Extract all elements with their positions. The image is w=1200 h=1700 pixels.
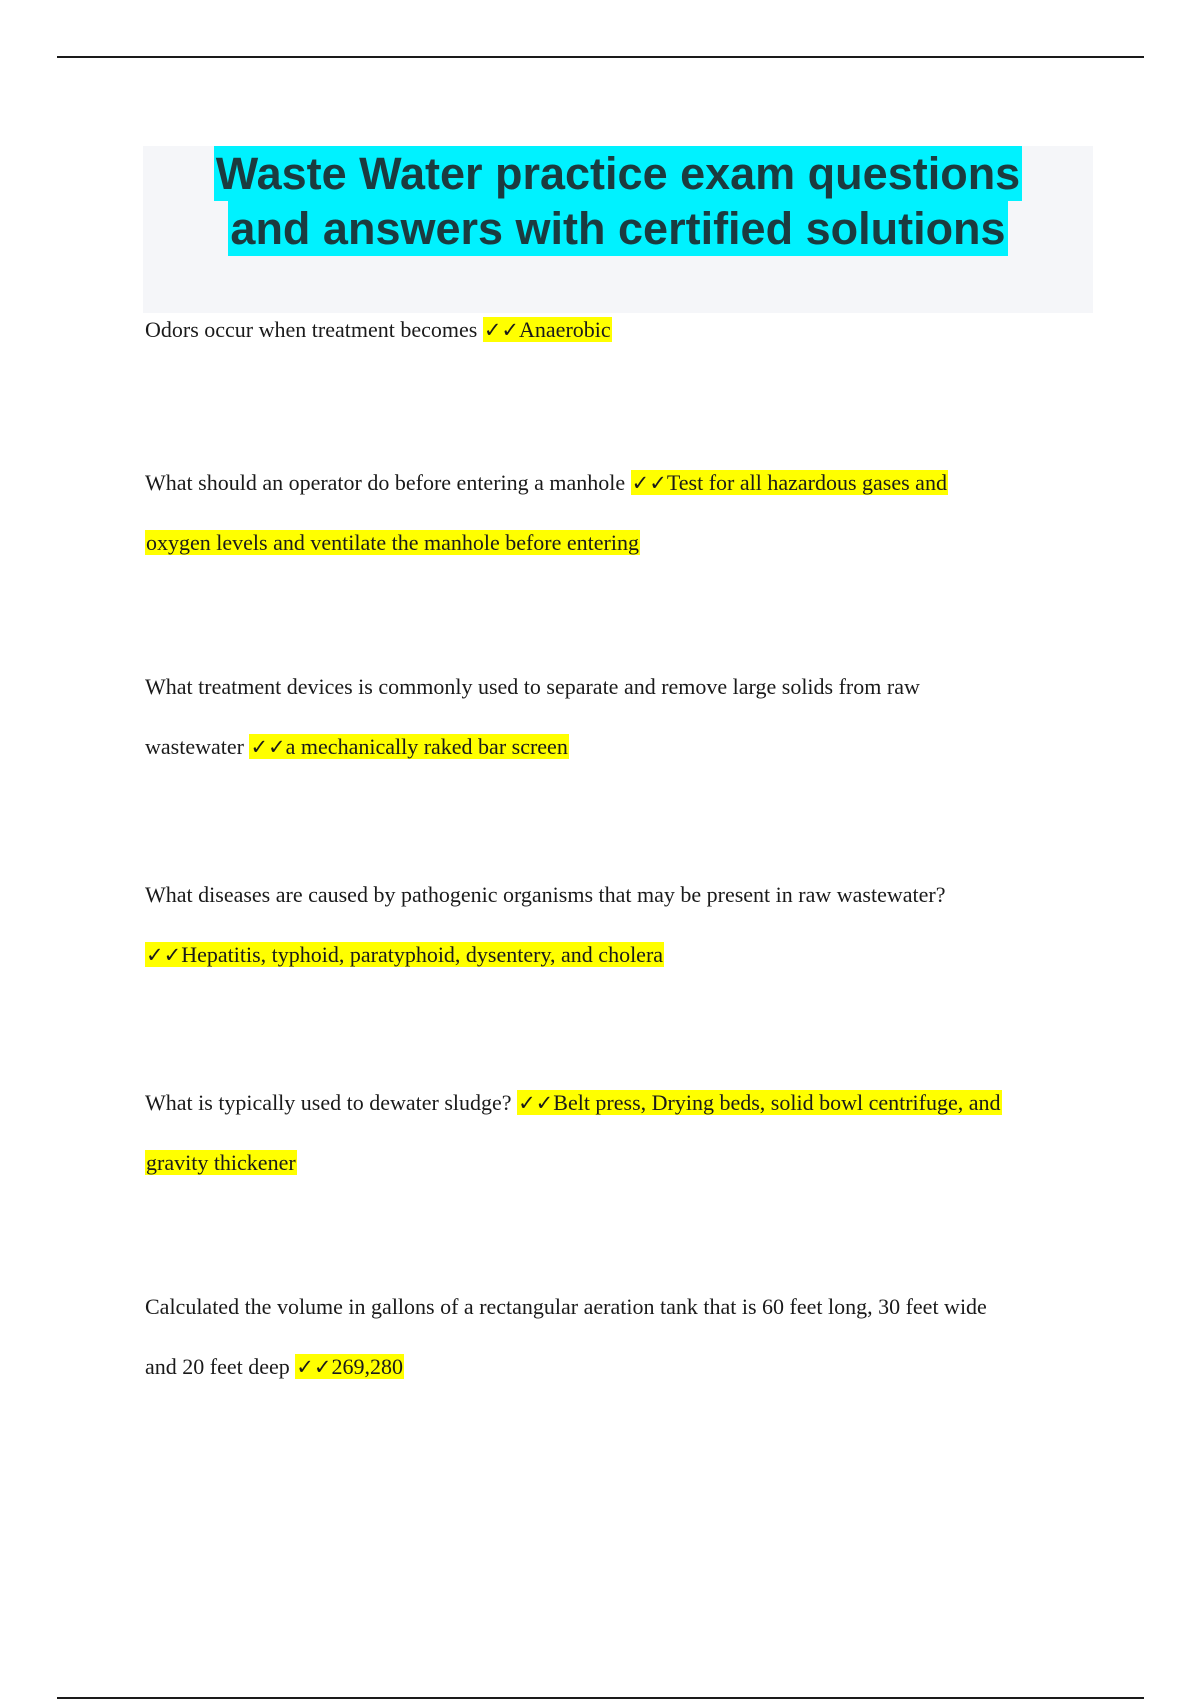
answer-text bbox=[295, 1354, 404, 1379]
answer-text-continued: gravity thickener bbox=[146, 1150, 296, 1175]
qa-item-2 bbox=[145, 453, 1095, 573]
question-text: What diseases are caused by pathogenic organisms that may be present in raw wastewater? bbox=[145, 882, 946, 907]
double-check-icon: ✓✓ bbox=[296, 1355, 332, 1379]
question-text-continued: and 20 feet deep bbox=[145, 1354, 290, 1379]
question-text: What treatment devices is commonly used to separate and remove large solids from raw bbox=[145, 674, 920, 699]
top-rule bbox=[57, 56, 1144, 58]
qa-item-1 bbox=[145, 300, 1095, 360]
qa-item-3 bbox=[145, 657, 1095, 777]
question-text: Odors occur when treatment becomes bbox=[145, 317, 478, 342]
double-check-icon: ✓✓ bbox=[483, 318, 520, 342]
answer-value: Anaerobic bbox=[519, 317, 611, 342]
answer-text bbox=[517, 1090, 1001, 1115]
double-check-icon: ✓✓ bbox=[518, 1091, 554, 1115]
answer-text bbox=[483, 317, 612, 342]
title-line-1: Waste Water practice exam questions bbox=[215, 148, 1021, 199]
qa-item-4 bbox=[145, 865, 1095, 985]
question-text: What is typically used to dewater sludge? bbox=[145, 1090, 512, 1115]
answer-text bbox=[249, 734, 568, 759]
answer-value: a mechanically raked bar screen bbox=[285, 734, 568, 759]
answer-text-continued: oxygen levels and ventilate the manhole before entering bbox=[146, 530, 639, 555]
title-block bbox=[143, 146, 1093, 313]
qa-item-5 bbox=[145, 1073, 1095, 1193]
double-check-icon: ✓✓ bbox=[631, 471, 667, 495]
answer-text bbox=[631, 470, 948, 495]
qa-item-6 bbox=[145, 1277, 1095, 1397]
answer-value: 269,280 bbox=[331, 1354, 403, 1379]
double-check-icon: ✓✓ bbox=[250, 735, 286, 759]
question-text: What should an operator do before entering a manhole bbox=[145, 470, 626, 495]
question-text-continued: wastewater bbox=[145, 734, 244, 759]
answer-value: Belt press, Drying beds, solid bowl centrifuge, and bbox=[553, 1090, 1001, 1115]
answer-value: Hepatitis, typhoid, paratyphoid, dysentery, and cholera bbox=[181, 942, 664, 967]
question-text: Calculated the volume in gallons of a rectangular aeration tank that is 60 feet long, 30 feet wide bbox=[145, 1294, 987, 1319]
title-line-2: and answers with certified solutions bbox=[230, 203, 1006, 254]
page-title bbox=[143, 146, 1093, 256]
bottom-rule bbox=[57, 1697, 1144, 1699]
answer-text bbox=[145, 942, 664, 967]
double-check-icon: ✓✓ bbox=[146, 943, 182, 967]
answer-value: Test for all hazardous gases and bbox=[666, 470, 947, 495]
